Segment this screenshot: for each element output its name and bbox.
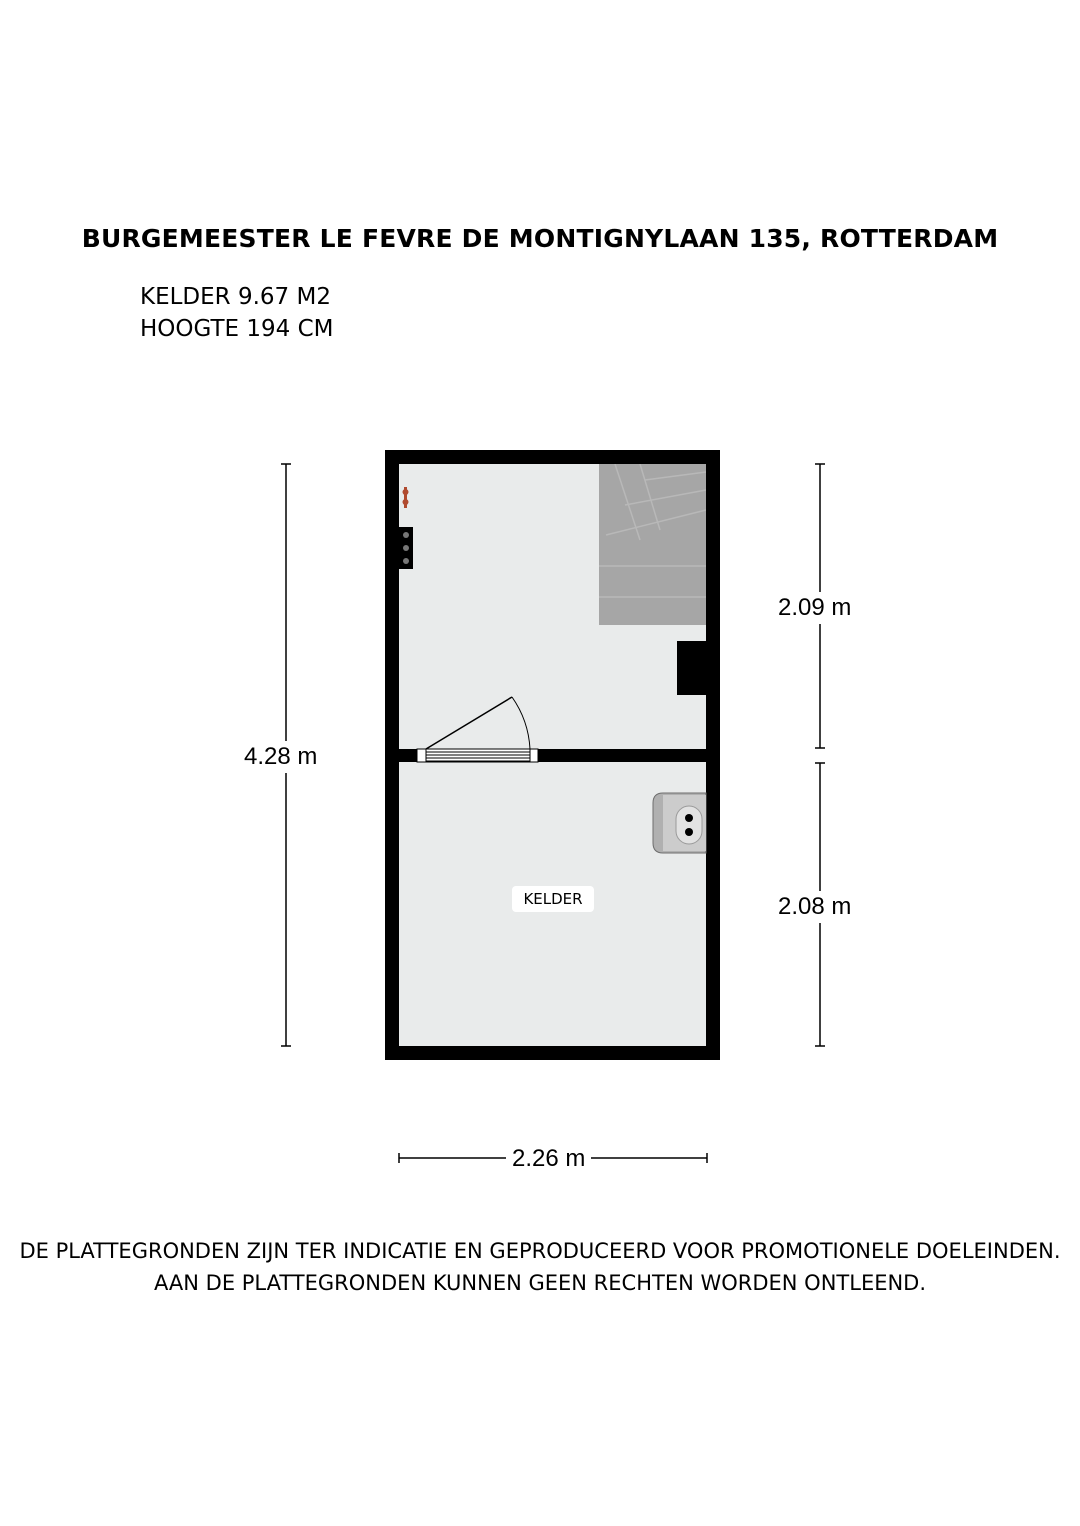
- page-title: BURGEMEESTER LE FEVRE DE MONTIGNYLAAN 135, ROTTERDAM: [81, 224, 999, 253]
- chimney-block-icon: [677, 641, 706, 695]
- stairs-icon: [599, 464, 706, 625]
- meter-icon: [399, 527, 413, 569]
- floor-height-text: HOOGTE 194 CM: [140, 316, 334, 342]
- disclaimer-line-1: DE PLATTEGRONDEN ZIJN TER INDICATIE EN GEPRODUCEERD VOOR PROMOTIONELE DOELEINDEN.: [19, 1239, 1061, 1263]
- dimension-width: 2.26 m: [506, 1143, 591, 1175]
- dimension-lower-section: 2.08 m: [772, 891, 857, 923]
- disclaimer-line-2: AAN DE PLATTEGRONDEN KUNNEN GEEN RECHTEN WORDEN ONTLEEND.: [153, 1271, 927, 1295]
- dimension-upper-section: 2.09 m: [772, 592, 857, 624]
- room-label-kelder: KELDER: [512, 886, 594, 912]
- boiler-icon: [653, 793, 706, 853]
- floor-area-text: KELDER 9.67 M2: [140, 284, 331, 310]
- dimension-total-length: 4.28 m: [238, 741, 323, 773]
